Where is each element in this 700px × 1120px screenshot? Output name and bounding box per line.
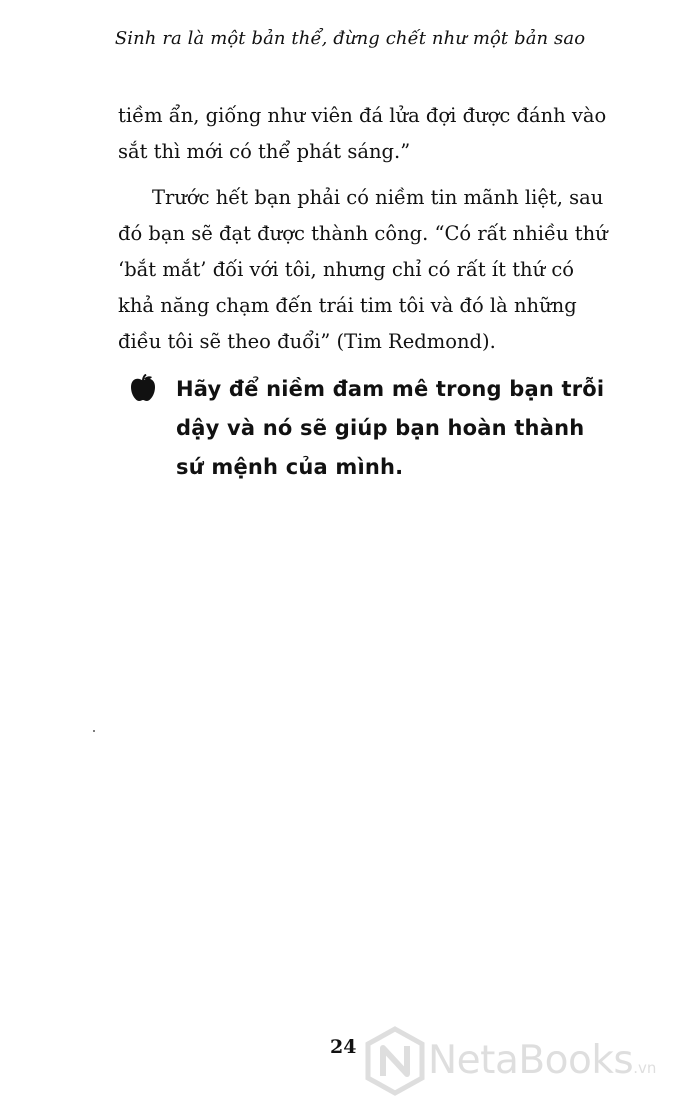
print-speck	[93, 730, 95, 732]
paragraph-text: tiềm ẩn, giống như viên đá lửa đợi được đánh vào sắt thì mới có thể phát sáng.”	[118, 104, 607, 163]
watermark-brand-name: NetaBooks	[428, 1038, 634, 1083]
page-number: 24	[330, 1036, 357, 1058]
callout-text: Hãy để niềm đam mê trong bạn trỗi dậy và nó sẽ giúp bạn hoàn thành sứ mệnh của mình.	[176, 377, 605, 479]
watermark	[364, 1022, 694, 1112]
netabooks-logo-icon	[364, 1026, 426, 1096]
apple-icon	[130, 374, 156, 402]
running-header: Sinh ra là một bản thể, đừng chết như một bản sao	[114, 28, 586, 49]
watermark-brand	[428, 1038, 656, 1083]
paragraph-text: Trước hết bạn phải có niềm tin mãnh liệt, sau đó bạn sẽ đạt được thành công. “Có rất nhiều thứ ‘bắt mắt’ đối với tôi, nhưng chỉ có rất ít thứ có khả năng chạm đến trái tim tôi và đó là những điều tôi sẽ theo đuổi” (Tim Redmond).	[118, 186, 608, 353]
body-paragraph-1	[118, 98, 608, 170]
body-paragraph-2	[118, 180, 608, 360]
watermark-suffix: .vn	[633, 1059, 657, 1077]
